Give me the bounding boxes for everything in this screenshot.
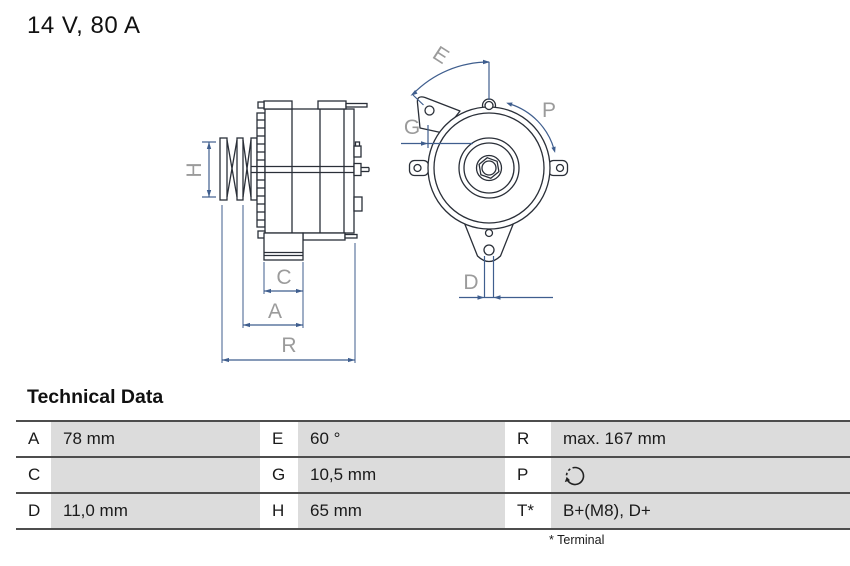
dim-key: C	[16, 457, 51, 493]
table-row	[16, 421, 850, 457]
dim-key: H	[260, 493, 298, 529]
side-view-outline	[220, 101, 369, 260]
dim-label-h: H	[183, 162, 206, 178]
dim-value: max. 167 mm	[551, 421, 850, 457]
dim-value: B+(M8), D+	[551, 493, 850, 529]
page-title: 14 V, 80 A	[27, 12, 141, 39]
terminal-footnote: * Terminal	[549, 533, 605, 547]
table-row	[16, 493, 850, 529]
rotation-direction-icon	[563, 464, 587, 488]
dim-label-e: E	[428, 41, 453, 69]
technical-data-table	[16, 420, 850, 530]
table-row	[16, 457, 850, 493]
dim-key: A	[16, 421, 51, 457]
dim-label-c: C	[276, 266, 292, 289]
dim-value: 78 mm	[51, 421, 260, 457]
dim-key: E	[260, 421, 298, 457]
dim-label-d: D	[463, 271, 479, 294]
dim-value: 10,5 mm	[298, 457, 505, 493]
dim-key: D	[16, 493, 51, 529]
dim-key: T*	[505, 493, 551, 529]
dim-key: R	[505, 421, 551, 457]
dim-value	[551, 457, 850, 493]
dim-label-g: G	[403, 116, 421, 139]
dim-key: P	[505, 457, 551, 493]
dim-label-p: P	[541, 99, 557, 122]
dim-value: 60 °	[298, 421, 505, 457]
dim-value: 11,0 mm	[51, 493, 260, 529]
dim-value	[51, 457, 260, 493]
alternator-technical-drawing	[178, 38, 590, 383]
section-heading: Technical Data	[27, 386, 164, 408]
dim-label-a: A	[267, 300, 283, 323]
dim-value: 65 mm	[298, 493, 505, 529]
dim-key: G	[260, 457, 298, 493]
dim-label-r: R	[281, 334, 297, 357]
